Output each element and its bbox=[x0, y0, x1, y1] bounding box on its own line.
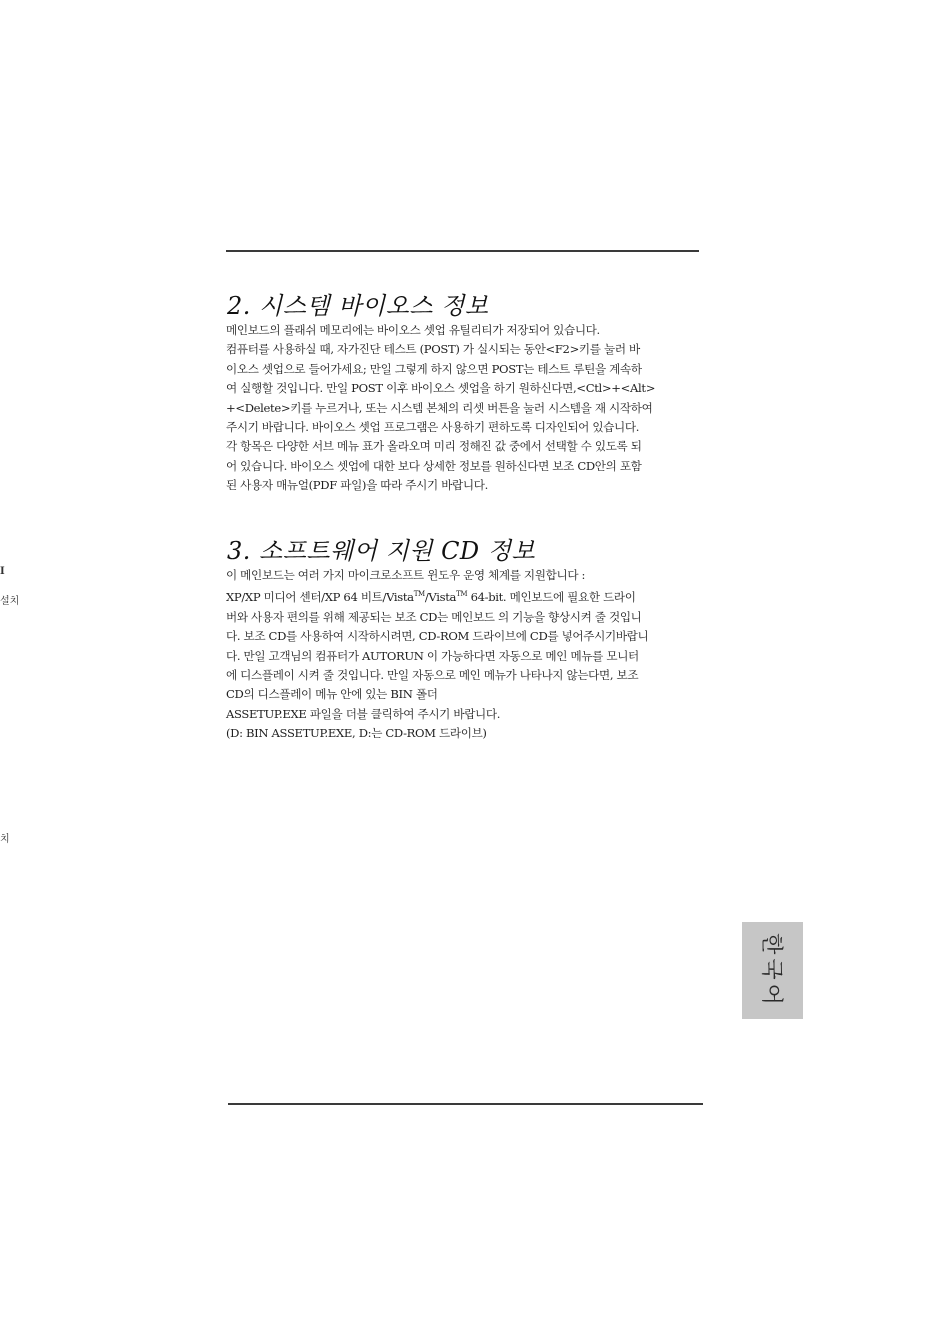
section-3-heading: 3. 소프트웨어 지원 CD 정보 bbox=[227, 537, 536, 565]
os-list-part-3: 64-bit. 메인보드에 필요한 드라이 bbox=[467, 590, 636, 605]
section-2-line: 어 있습니다. 바이오스 셋업에 대한 보다 상세한 정보를 원하신다면 보조 CD안의 포함 bbox=[226, 458, 642, 473]
section-3-line: 다. 보조 CD를 사용하여 시작하시려면, CD-ROM 드라이브에 CD를 넣어주시기바랍니 bbox=[226, 629, 649, 644]
section-2-line: 메인보드의 플래쉬 메모리에는 바이오스 셋업 유틸리티가 저장되어 있습니다. bbox=[226, 323, 600, 337]
margin-fragment: 치 bbox=[0, 834, 10, 845]
section-2-line: +<Delete>키를 누르거나, 또는 시스템 본체의 리셋 버튼을 눌러 시스템을 재 시작하여 bbox=[226, 400, 653, 415]
top-rule bbox=[226, 250, 699, 252]
os-list-part-2: /Vista bbox=[424, 590, 457, 605]
margin-fragment: I bbox=[0, 566, 5, 577]
section-2-line: 각 항목은 다양한 서브 메뉴 표가 올라오며 미리 정해진 값 중에서 선택할 수 있도록 되 bbox=[226, 439, 642, 454]
language-tab-label: 한국어 bbox=[758, 932, 783, 1009]
section-2-line: 여 실행할 것입니다. 만일 POST 이후 바이오스 셋업을 하기 원하신다면,<Ctl>+<Alt> bbox=[226, 381, 656, 396]
section-3-line: ASSETUP.EXE 파일을 더블 클릭하여 주시기 바랍니다. bbox=[226, 706, 501, 721]
trademark-mark: TM bbox=[413, 590, 425, 599]
section-2-line: 주시기 바랍니다. 바이오스 셋업 프로그램은 사용하기 편하도록 디자인되어 있습니다. bbox=[226, 420, 640, 435]
section-3-line: 버와 사용자 편의를 위해 제공되는 보조 CD는 메인보드 의 기능을 향상시켜 줄 것입니 bbox=[226, 609, 642, 624]
language-tab bbox=[742, 922, 803, 1019]
section-2-line: 이오스 셋업으로 들어가세요; 만일 그렇게 하지 않으면 POST는 테스트 루틴을 계속하 bbox=[226, 361, 642, 376]
section-3-line: CD의 디스플레이 메뉴 안에 있는 BIN 폴더 bbox=[226, 687, 438, 702]
bottom-rule bbox=[228, 1103, 703, 1105]
section-2-line: 된 사용자 매뉴얼(PDF 파일)을 따라 주시기 바랍니다. bbox=[226, 478, 488, 493]
os-list-part-1: XP/XP 미디어 센터/XP 64 비트/Vista bbox=[226, 590, 414, 605]
section-2-line: 컴퓨터를 사용하실 때, 자가진단 테스트 (POST) 가 실시되는 동안<F2>키를 눌러 바 bbox=[226, 342, 640, 357]
section-3-body bbox=[226, 566, 702, 744]
section-2-heading: 2. 시스템 바이오스 정보 bbox=[227, 292, 489, 320]
section-3-line: 에 디스플레이 시켜 줄 것입니다. 만일 자동으로 메인 메뉴가 나타나지 않는다면, 보조 bbox=[226, 668, 639, 683]
trademark-mark: TM bbox=[456, 590, 468, 599]
section-3-line: 다. 만일 고객님의 컴퓨터가 AUTORUN 이 가능하다면 자동으로 메인 메뉴를 모니터 bbox=[226, 648, 639, 663]
section-3-os-line bbox=[226, 585, 702, 607]
section-3-line: 이 메인보드는 여러 가지 마이크로소프트 윈도우 운영 체계를 지원합니다 : bbox=[226, 568, 586, 582]
section-3-line: (D: BIN ASSETUP.EXE, D:는 CD-ROM 드라이브) bbox=[226, 726, 487, 741]
margin-fragment: 설치 bbox=[0, 596, 20, 607]
section-2-body bbox=[226, 321, 702, 496]
